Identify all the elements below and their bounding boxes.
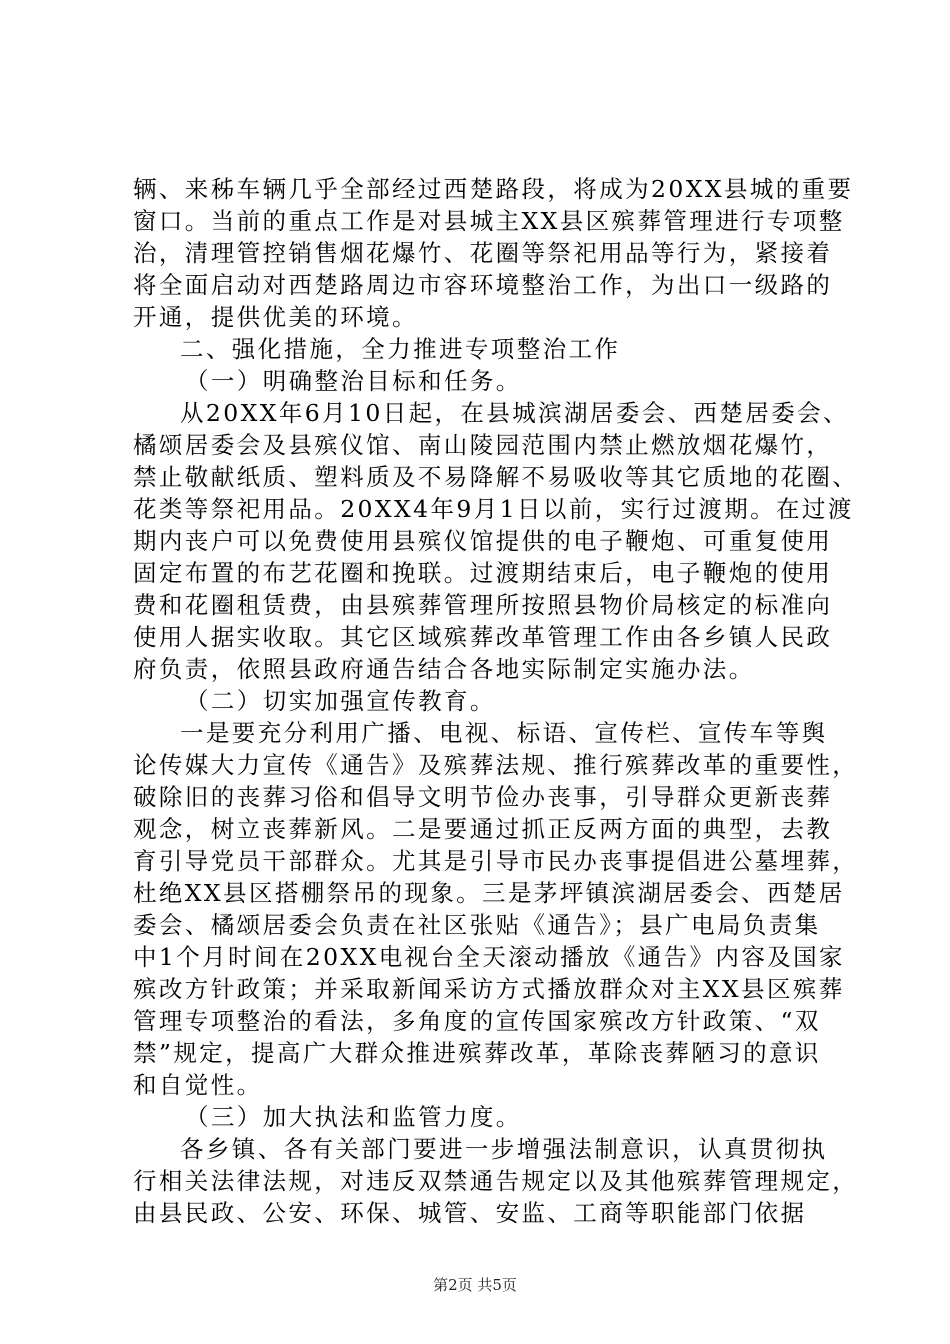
section-heading: 二、强化措施，全力推进专项整治工作 [180, 335, 621, 363]
page-number-footer: 第2页 共5页 [433, 1276, 517, 1294]
subsection-heading: （三）加大执法和监管力度。 [185, 1103, 522, 1131]
text-line: 窗口。当前的重点工作是对县城主XX县区殡葬管理进行专项整 [133, 207, 845, 235]
text-line: 由县民政、公安、环保、城管、安监、工商等职能部门依据 [133, 1199, 807, 1227]
text-line: 各乡镇、各有关部门要进一步增强法制意识，认真贯彻执 [180, 1135, 828, 1163]
text-line: 使用人据实收取。其它区域殡葬改革管理工作由各乡镇人民政 [133, 623, 833, 651]
text-line: 辆、来秭车辆几乎全部经过西楚路段，将成为20XX县城的重要 [133, 175, 854, 203]
text-line: 破除旧的丧葬习俗和倡导文明节俭办丧事，引导群众更新丧葬 [133, 783, 833, 811]
text-line: 委会、橘颂居委会负责在社区张贴《通告》；县广电局负责集 [133, 911, 821, 939]
subsection-heading: （二）切实加强宣传教育。 [185, 687, 496, 715]
text-line: 禁”规定，提高广大群众推进殡葬改革，革除丧葬陋习的意识 [133, 1039, 821, 1067]
text-line: 从20XX年6月10日起，在县城滨湖居委会、西楚居委会、 [180, 399, 849, 427]
text-line: 治，清理管控销售烟花爆竹、花圈等祭祀用品等行为，紧接着 [133, 239, 833, 267]
text-line: 期内丧户可以免费使用县殡仪馆提供的电子鞭炮、可重复使用 [133, 527, 833, 555]
text-line: 中1个月时间在20XX电视台全天滚动播放《通告》内容及国家 [133, 943, 845, 971]
text-line: 一是要充分利用广播、电视、标语、宣传栏、宣传车等舆 [180, 719, 828, 747]
text-line: 固定布置的布艺花圈和挽联。过渡期结束后，电子鞭炮的使用 [133, 559, 833, 587]
subsection-heading: （一）明确整治目标和任务。 [185, 367, 522, 395]
text-line: 开通，提供优美的环境。 [133, 303, 418, 331]
text-line: 殡改方针政策；并采取新闻采访方式播放群众对主XX县区殡葬 [133, 975, 845, 1003]
text-line: 橘颂居委会及县殡仪馆、南山陵园范围内禁止燃放烟花爆竹， [133, 431, 833, 459]
text-line: 府负责，依照县政府通告结合各地实际制定实施办法。 [133, 655, 755, 683]
text-line: 育引导党员干部群众。尤其是引导市民办丧事提倡进公墓埋葬， [133, 847, 859, 875]
text-line: 管理专项整治的看法，多角度的宣传国家殡改方针政策、“双 [133, 1007, 821, 1035]
text-line: 和自觉性。 [133, 1071, 263, 1099]
text-line: 观念，树立丧葬新风。二是要通过抓正反两方面的典型，去教 [133, 815, 833, 843]
text-line: 禁止敬献纸质、塑料质及不易降解不易吸收等其它质地的花圈、 [133, 463, 859, 491]
text-line: 花类等祭祀用品。20XX4年9月1日以前，实行过渡期。在过渡 [133, 495, 854, 523]
text-line: 行相关法律法规，对违反双禁通告规定以及其他殡葬管理规定， [133, 1167, 859, 1195]
text-line: 杜绝XX县区搭棚祭吊的现象。三是茅坪镇滨湖居委会、西楚居 [133, 879, 845, 907]
text-line: 论传媒大力宣传《通告》及殡葬法规、推行殡葬改革的重要性， [133, 751, 859, 779]
text-line: 费和花圈租赁费，由县殡葬管理所按照县物价局核定的标准向 [133, 591, 833, 619]
text-line: 将全面启动对西楚路周边市容环境整治工作，为出口一级路的 [133, 271, 833, 299]
